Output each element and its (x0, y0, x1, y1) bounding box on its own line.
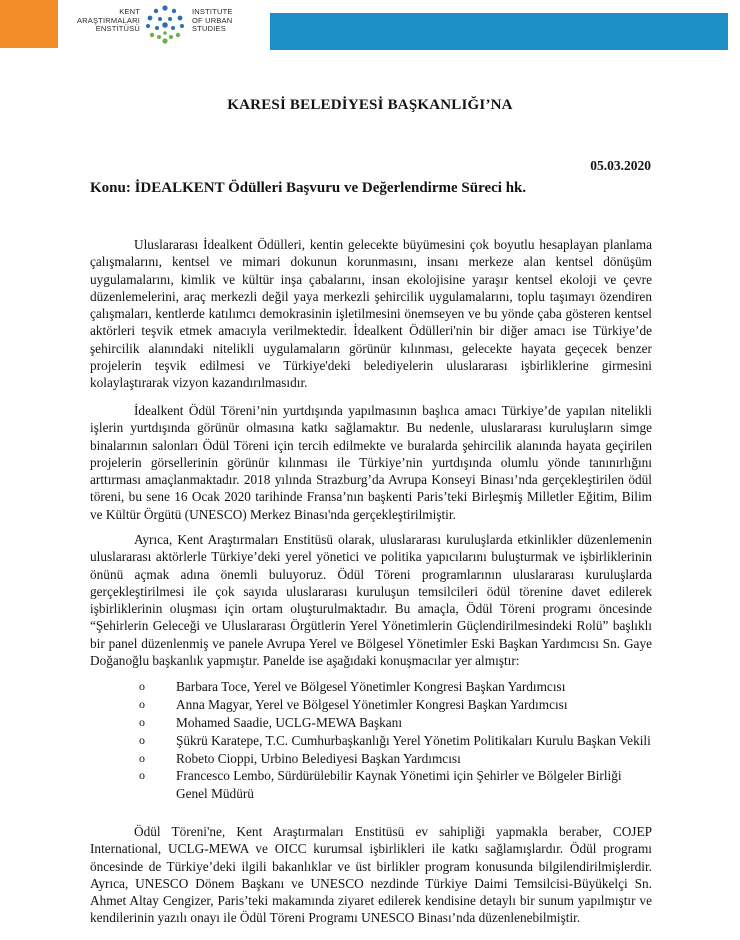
list-item (136, 714, 656, 731)
logo-text-line: ARAŞTIRMALARI (76, 15, 140, 25)
list-item (136, 696, 656, 713)
logo-text-line: ENSTİTÜSÜ (95, 24, 140, 33)
speaker-text: Anna Magyar, Yerel ve Bölgesel Yönetimler Kongresi Başkan Yardımcısı (176, 696, 568, 712)
logo-text-line: KENT (119, 7, 140, 16)
list-item (136, 678, 656, 695)
orange-accent-block (0, 0, 58, 48)
speaker-list (136, 678, 656, 803)
bullet-circle-icon: o (139, 732, 145, 747)
paragraph: Ödül Töreni'ne, Kent Araştırmaları Enstitüsü ev sahipliği yapmakla beraber, COJEP International, UCLG-MEWA ve OICC kurumsal işbirlikleri ile katkı sağlamışlardır. Ödül programı öncesinde de Türkiye’deki ilgili bakanlıklar ve üst birlikler program konusunda bilgilendirilmişlerdir. Ayrıca, UNESCO Dönem Başkanı ve UNESCO nezdinde Türkiye Daimi Temsilcisi-Büyükelçi Sn. Ahmet Altay Cengizer, Paris’teki makamında ziyaret edilerek kendisine detaylı bir sunum yapılmıştır ve kendilerinin yazılı onayı ile Ödül Töreni Programı UNESCO Binası’nda düzenlenebilmiştir. (90, 824, 652, 926)
paragraph: Ayrıca, Kent Araştırmaları Enstitüsü olarak, uluslararası kuruluşlarda etkinlikler düzenlemenin uluslararası aktörlerle Türkiye’deki yerel yönetici ve politika yapıcılarını buluşturmak ve işbirliklerinin önünü açmak adına önemli buluyoruz. Ödül Töreni programlarının uluslararası kuruluşlarda gerçekleştirilmesi ile çok sayıda uluslararası kuruluşun temsilcileri ödül törenine davet edilerek işbirliklerinin oluşması için ortam oluşturulmaktadır. Bu amaçla, Ödül Töreni programı öncesinde “Şehirlerin Geleceği ve Uluslararası Örgütlerin Yerel Yönetimlerin Güçlendirilmesindeki Rolü” başlıklı bir panel düzenlenmiş ve panele Avrupa Yerel ve Bölgesel Yönetimler Eski Başkan Yardımcısı Sn. Gaye Doğanoğlu başkanlık yapmıştır. Panelde ise aşağıdaki konuşmacılar yer almıştır: (90, 532, 652, 669)
bullet-circle-icon: o (139, 714, 145, 729)
speaker-text: Robeto Cioppi, Urbino Belediyesi Başkan Yardımcısı (176, 750, 461, 766)
logo-text-line: STUDIES (192, 24, 226, 33)
paragraph: Uluslararası İdealkent Ödülleri, kentin gelecekte büyümesini çok boyutlu hesaplayan planlama çalışmalarını, kentsel ve mimari dokunun korunmasını, insanı merkeze alan kentsel dönüşüm uygulamalarını, kimlik ve kültür inşa çabalarını, insan ekolojisine yaraşır kentsel ekoloji ve çevre düzenlemelerini, araç merkezli değil yaya merkezli şehircilik uygulamalarını, toplu taşımayı özendiren çalışmaları, kentlerde katılımcı demokrasinin işletilmesini önemseyen ve bu yönde çaba gösteren kentsel aktörleri teşvik etmek amacıyla verilmektedir. İdealkent Ödülleri'nin bir diğer amacı ise Türkiye’de şehircilik alanındaki nitelikli uygulamaların görünür kılınması, gelecekte hayata geçecek benzer projelerin teşvik edilmesi ve Türkiye'deki belediyelerin uluslararası işbirliklerine girmesini kolaylaştırarak vizyon kazandırılmasıdır. (90, 237, 652, 391)
bullet-circle-icon: o (139, 679, 145, 693)
logo-text-turkish (64, 8, 140, 34)
letterhead (0, 0, 740, 56)
blue-header-bar (270, 13, 728, 50)
speaker-text: Şükrü Karatepe, T.C. Cumhurbaşkanlığı Yerel Yönetim Politikaları Kurulu Başkan Vekili (176, 732, 651, 748)
letter-date: 05.03.2020 (590, 158, 651, 173)
list-item (136, 767, 656, 802)
addressee: KARESİ BELEDİYESİ BAŞKANLIĞI’NA (227, 97, 513, 113)
logo-text-line: INSTITUTE (192, 7, 233, 16)
bullet-circle-icon: o (139, 768, 145, 783)
paragraph: İdealkent Ödül Töreni’nin yurtdışında yapılmasının başlıca amacı Türkiye’de yapılan nitelikli işlerin yurtdışında görünür olmasına katkı sağlamaktır. Bu nedenle, uluslararası kuruluşların simge binalarının salonları Ödül Töreni için tercih edilmekte ve buralarda şehircilik alanında hayata geçirilen projelerin görsellerinin görünür kılınması ile Türkiye’nin yurtdışında olumlu yönde tanınırlığını arttırması amaçlanmaktadır. 2018 yılında Strazburg’da Avrupa Konseyi Binası’nda gerçekleştirilen ödül töreni, bu sene 16 Ocak 2020 tarihinde Fransa’nın başkenti Paris’teki Birleşmiş Milletler Eğitim, Bilim ve Kültür Örgütü (UNESCO) Merkez Binası'nda gerçekleştirilmiştir. (90, 403, 652, 522)
bullet-circle-icon: o (139, 750, 145, 765)
speaker-text: Francesco Lembo, Sürdürülebilir Kaynak Yönetimi için Şehirler ve Bölgeler Birliği Genel Müdürü (176, 768, 622, 801)
logo-text-line: OF URBAN (192, 15, 233, 25)
speaker-text: Mohamed Saadie, UCLG-MEWA Başkanı (176, 714, 403, 730)
subject-line: Konu: İDEALKENT Ödülleri Başvuru ve Değerlendirme Süreci hk. (90, 180, 527, 196)
speaker-text: Barbara Toce, Yerel ve Bölgesel Yönetimler Kongresi Başkan Yardımcısı (176, 679, 566, 694)
logo-text-english (192, 8, 262, 34)
dots-network-icon (144, 4, 186, 46)
bullet-circle-icon: o (139, 696, 145, 711)
list-item (136, 732, 656, 749)
list-item (136, 750, 656, 767)
